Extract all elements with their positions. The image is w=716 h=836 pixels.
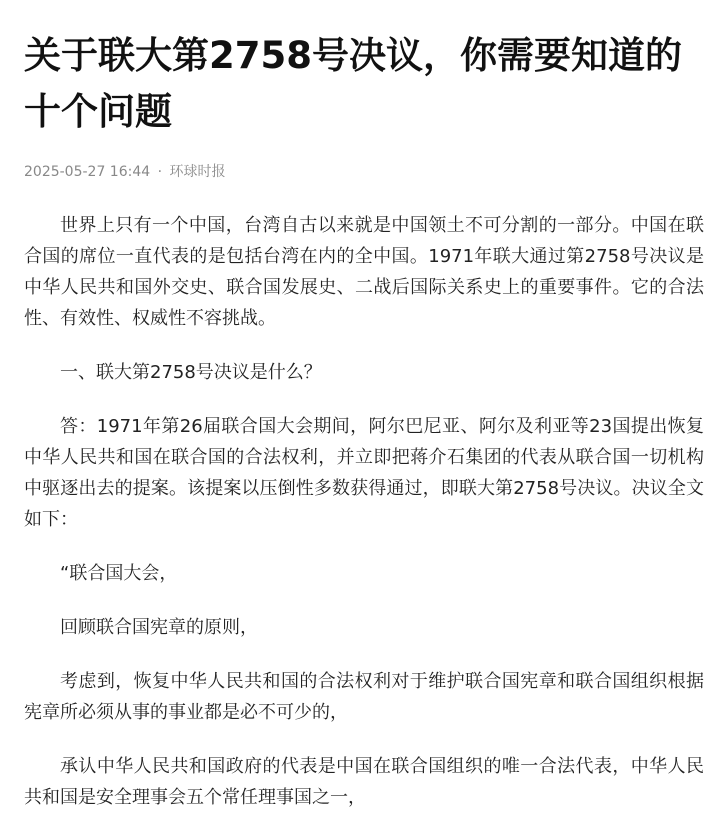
article-meta: [24, 162, 704, 182]
resolution-clause: 考虑到，恢复中华人民共和国的合法权利对于维护联合国宪章和联合国组织根据宪章所必须从事的事业都是必不可少的，: [24, 671, 704, 723]
meta-separator: ·: [157, 164, 163, 180]
paragraph-answer: 答：1971年第26届联合国大会期间，阿尔巴尼亚、阿尔及利亚等23国提出恢复中华人民共和国在联合国的合法权利，并立即把蒋介石集团的代表从联合国一切机构中驱逐出去的提案。该提案以压倒性多数获得通过，即联大第2758号决议。决议全文如下：: [24, 416, 704, 530]
paragraph-intro: 世界上只有一个中国，台湾自古以来就是中国领土不可分割的一部分。中国在联合国的席位一直代表的是包括台湾在内的全中国。1971年联大通过第2758号决议是中华人民共和国外交史、联合国发展史、二战后国际关系史上的重要事件。它的合法性、有效性、权威性不容挑战。: [24, 215, 704, 329]
question-heading: 一、联大第2758号决议是什么？: [60, 362, 322, 383]
resolution-quote-opening: “联合国大会，: [60, 563, 178, 584]
article-body: [24, 210, 704, 813]
resolution-clause: 回顾联合国宪章的原则，: [60, 617, 258, 638]
source-name: 环球时报: [169, 164, 226, 180]
publish-date: 2025-05-27 16:44: [24, 164, 151, 180]
article-title: 关于联大第2758号决议，你需要知道的十个问题: [24, 34, 682, 133]
resolution-clause: 承认中华人民共和国政府的代表是中国在联合国组织的唯一合法代表，中华人民共和国是安全理事会五个常任理事国之一，: [24, 756, 704, 808]
article: [24, 28, 704, 836]
